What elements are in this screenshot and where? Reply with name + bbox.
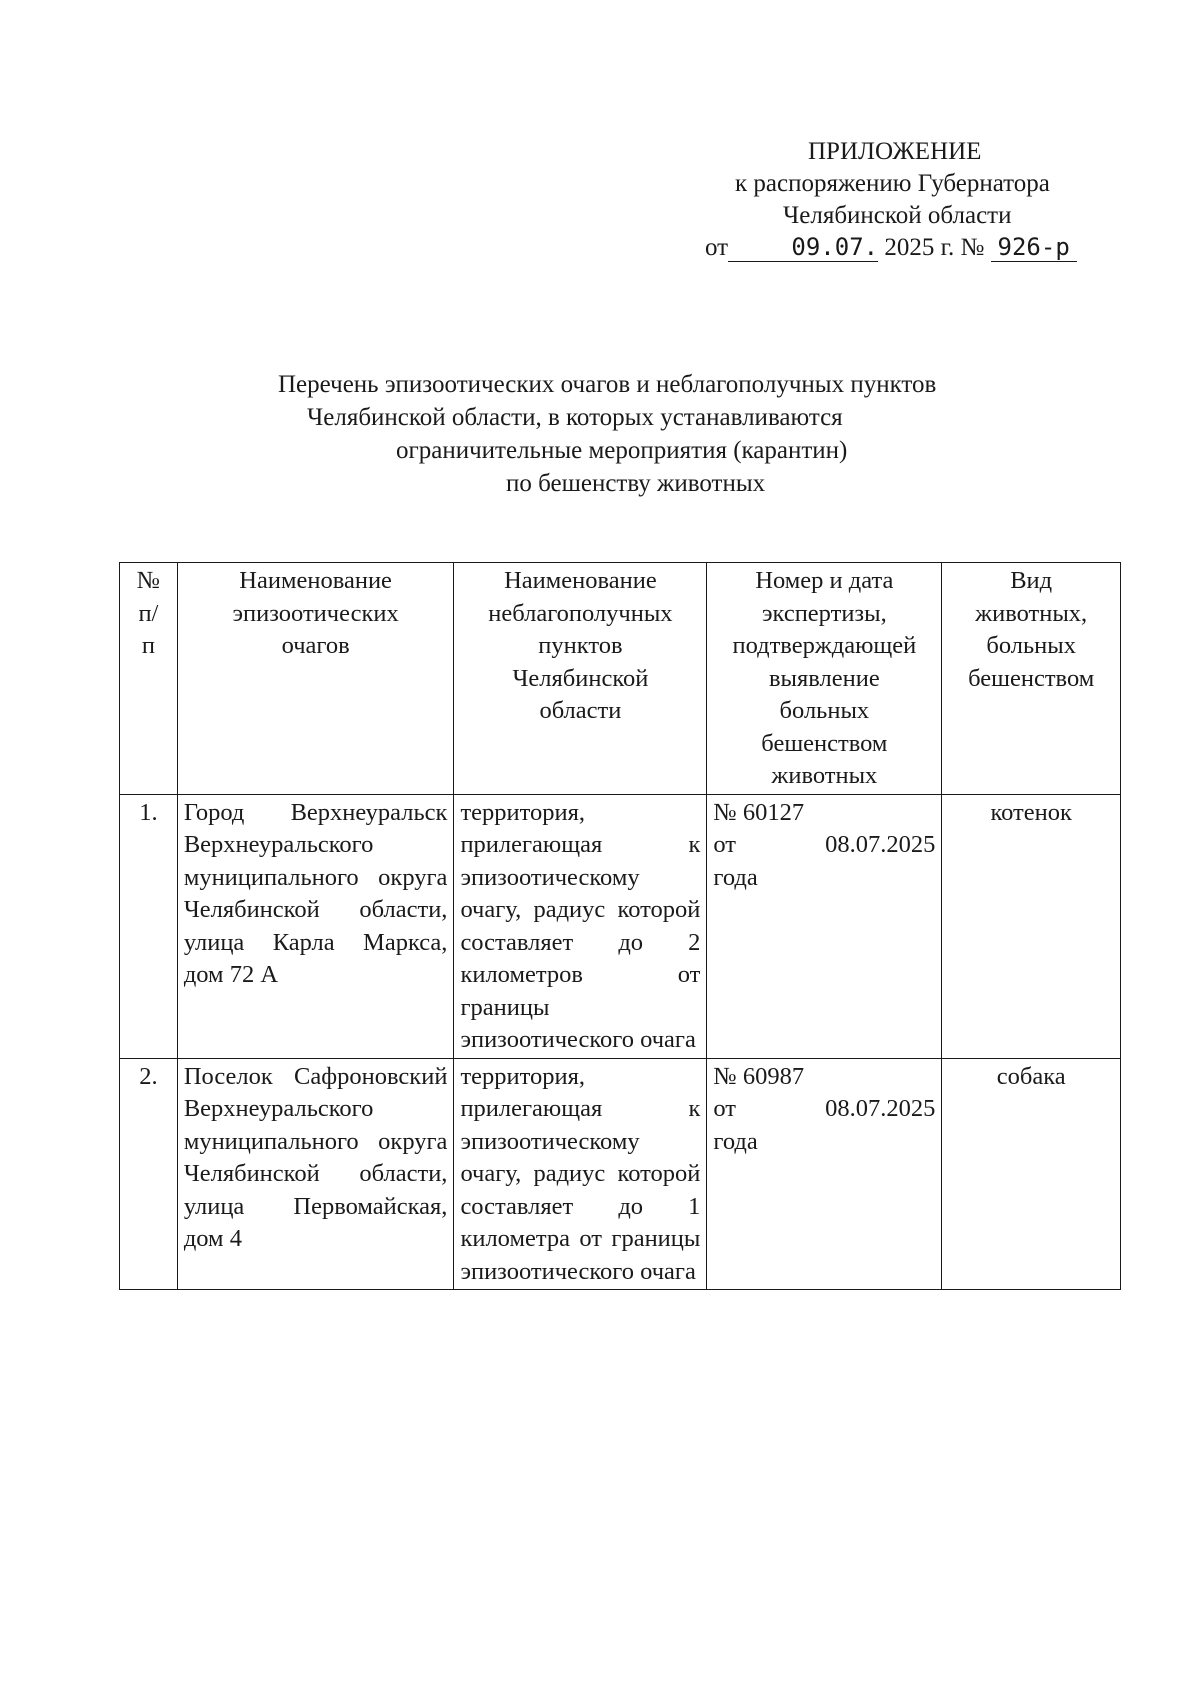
header-animal: Вид животных, больных бешенством [942,563,1121,795]
exam-number: № 60127 [713,798,805,826]
table-header-row [120,563,1121,795]
row-exam [707,1058,942,1290]
row-number: 2. [120,1058,178,1290]
order-number: 926-р [991,233,1077,262]
from-label: от [705,234,729,261]
table-row [120,794,1121,1058]
exam-year: года [713,863,758,891]
exam-from: от [713,1095,737,1122]
document-title [140,368,1090,500]
title-line-2: Челябинской области, в которых устанавливаются [307,404,843,431]
appendix-header [690,136,1130,264]
row-number: 1. [120,794,178,1058]
appendix-reference: к распоряжению Губернатора [735,170,1050,197]
row-area: территория, прилегающая к эпизоотическому очагу, радиус которой составляет до 1 километра от границы эпизоотического очага [454,1058,707,1290]
appendix-date-number [690,232,1130,264]
exam-year: года [713,1127,758,1155]
order-date: 09.07. [728,233,878,262]
exam-date-line [713,1093,935,1126]
table-row [120,1058,1121,1290]
header-focus: Наименование эпизоотических очагов [177,563,454,795]
row-area: территория, прилегающая к эпизоотическому очагу, радиус которой составляет до 2 километров от границы эпизоотического очага [454,794,707,1058]
appendix-region: Челябинской области [783,202,1012,229]
appendix-heading: ПРИЛОЖЕНИЕ [808,138,982,165]
row-exam [707,794,942,1058]
title-line-1: Перечень эпизоотических очагов и неблагополучных пунктов [278,371,937,398]
quarantine-table [119,562,1121,1290]
row-animal: котенок [942,794,1121,1058]
row-focus: Город Верхнеуральск Верхнеуральского муниципального округа Челябинской области, улица Карла Маркса, дом 72 А [177,794,454,1058]
exam-date: 08.07.2025 [825,831,936,858]
header-area: Наименование неблагополучных пунктов Челябинской области [454,563,707,795]
exam-date: 08.07.2025 [825,1095,936,1122]
title-line-4: по бешенству животных [506,470,766,497]
title-line-3: ограничительные мероприятия (карантин) [396,437,848,464]
header-number: № п/ п [120,563,178,795]
row-focus: Поселок Сафроновский Верхнеуральского муниципального округа Челябинской области, улица Первомайская, дом 4 [177,1058,454,1290]
exam-from: от [713,831,737,858]
exam-number: № 60987 [713,1062,805,1090]
exam-date-line [713,829,935,862]
row-animal: собака [942,1058,1121,1290]
header-exam: Номер и дата экспертизы, подтверждающей выявление больных бешенством животных [707,563,942,795]
year-text: 2025 г. № [884,234,985,261]
